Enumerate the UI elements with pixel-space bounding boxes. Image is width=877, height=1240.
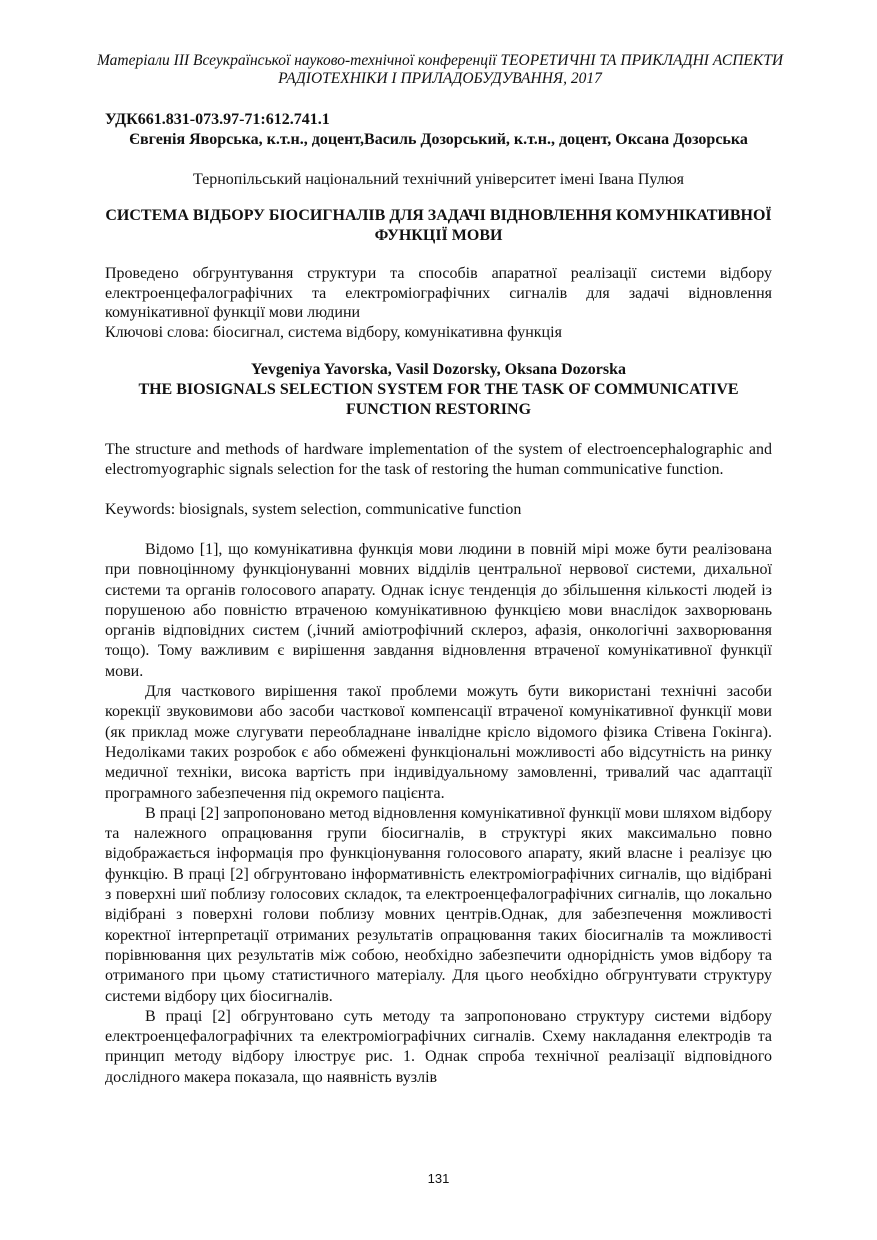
body-paragraph: Відомо [1], що комунікативна функція мови людини в повній мірі може бути реалізована при повноцінному функціонуванні мовних відділів центральної нервової системи, дихальної системи та органів голосового апарату. Однак існує тенденція до збільшення кількості людей із порушеною або повністю втраченою комунікативною функцією мови внаслідок захворювань органів відповідних систем (,ічний аміотрофічний склероз, афазія, онкологічні захворювання тощо). Тому важливим є вирішення завдання відновлення втраченої комунікативної функції мови. <box>105 541 772 680</box>
body-text <box>105 540 772 1088</box>
conference-running-header: Матеріали III Всеукраїнської науково-технічної конференції ТЕОРЕТИЧНІ ТА ПРИКЛАДНІ АСПЕКТИ РАДІОТЕХНІКИ І ПРИЛАДОБУДУВАННЯ, 2017 <box>96 52 784 87</box>
title-ua: СИСТЕМА ВІДБОРУ БІОСИГНАЛІВ ДЛЯ ЗАДАЧІ ВІДНОВЛЕННЯ КОМУНІКАТИВНОЇ ФУНКЦІЇ МОВИ <box>105 207 772 244</box>
keywords-ua: Ключові слова: біосигнал, система відбору, комунікативна функція <box>105 324 562 341</box>
body-paragraph: В праці [2] запропоновано метод відновлення комунікативної функції мови шляхом відбору та належного опрацювання групи біосигналів, в структурі яких максимально повно відображається інформація про функціонування голосового апарату, який власне і реалізує цю функцію. В праці [2] обгрунтовано інформативність електроміографічних сигналів, що відібрані з поверхні шиї поблизу голосових складок, та електроенцефалографічних сигналів, що локально відібрані з поверхні голови поблизу мовних центрів.Однак, для забезпечення можливості коректної інтерпретації отриманих результатів опрацювання таких біосигналів та можливості порівнювання цих результатів між собою, необхідно забезпечити однорідність умов відбору та отриманого при цьому статистичного матеріалу. Для цього необхідно обгрунтувати структуру системи відбору цих біосигналів. <box>105 804 772 1005</box>
title-en: THE BIOSIGNALS SELECTION SYSTEM FOR THE TASK OF COMMUNICATIVE FUNCTION RESTORING <box>138 381 739 418</box>
body-paragraph: Для часткового вирішення такої проблеми можуть бути використані технічні засоби корекції звуковимови або засоби часткової компенсації втраченої комунікативної функції мови (як приклад може слугувати переобладнане інвалідне крісло відомого фізика Стівена Гокінга). Недоліками таких розробок є або обмежені функціональні можливості або відсутність на ринку медичної техніки, висока вартість при індивідуальному замовленні, тривалий час адаптації програмного забезпечення під окремого пацієнта. <box>105 683 772 802</box>
authors-en: Yevgeniya Yavorska, Vasil Dozorsky, Oksana Dozorska <box>250 361 626 378</box>
body-paragraph: В праці [2] обгрунтовано суть методу та запропоновано структуру системи відбору електроенцефалографічних та електроміографічних сигналів. Схему накладання електродів та принцип методу відбору ілюструє рис. 1. Однак спроба технічної реалізації відповідного дослідного макера показала, що наявність вузлів <box>105 1007 772 1086</box>
page-number: 131 <box>427 1171 450 1186</box>
affiliation: Тернопільський національний технічний університет імені Івана Пулюя <box>192 171 685 188</box>
abstract-en: The structure and methods of hardware implementation of the system of electroencephalographic and electromyographic signals selection for the task of restoring the human communicative function. <box>105 441 772 478</box>
udk-code: УДК661.831-073.97-71:612.741.1 <box>105 111 330 128</box>
abstract-ua: Проведено обгрунтування структури та способів апаратної реалізації системи відбору електроенцефалографічних та електроміографічних сигналів для задачі відновлення комунікативної функції мови людини <box>105 265 772 321</box>
keywords-en: Keywords: biosignals, system selection, communicative function <box>105 501 522 518</box>
authors-ua: Євгенія Яворська, к.т.н., доцент,Василь Дозорський, к.т.н., доцент, Оксана Дозорська <box>129 131 748 148</box>
